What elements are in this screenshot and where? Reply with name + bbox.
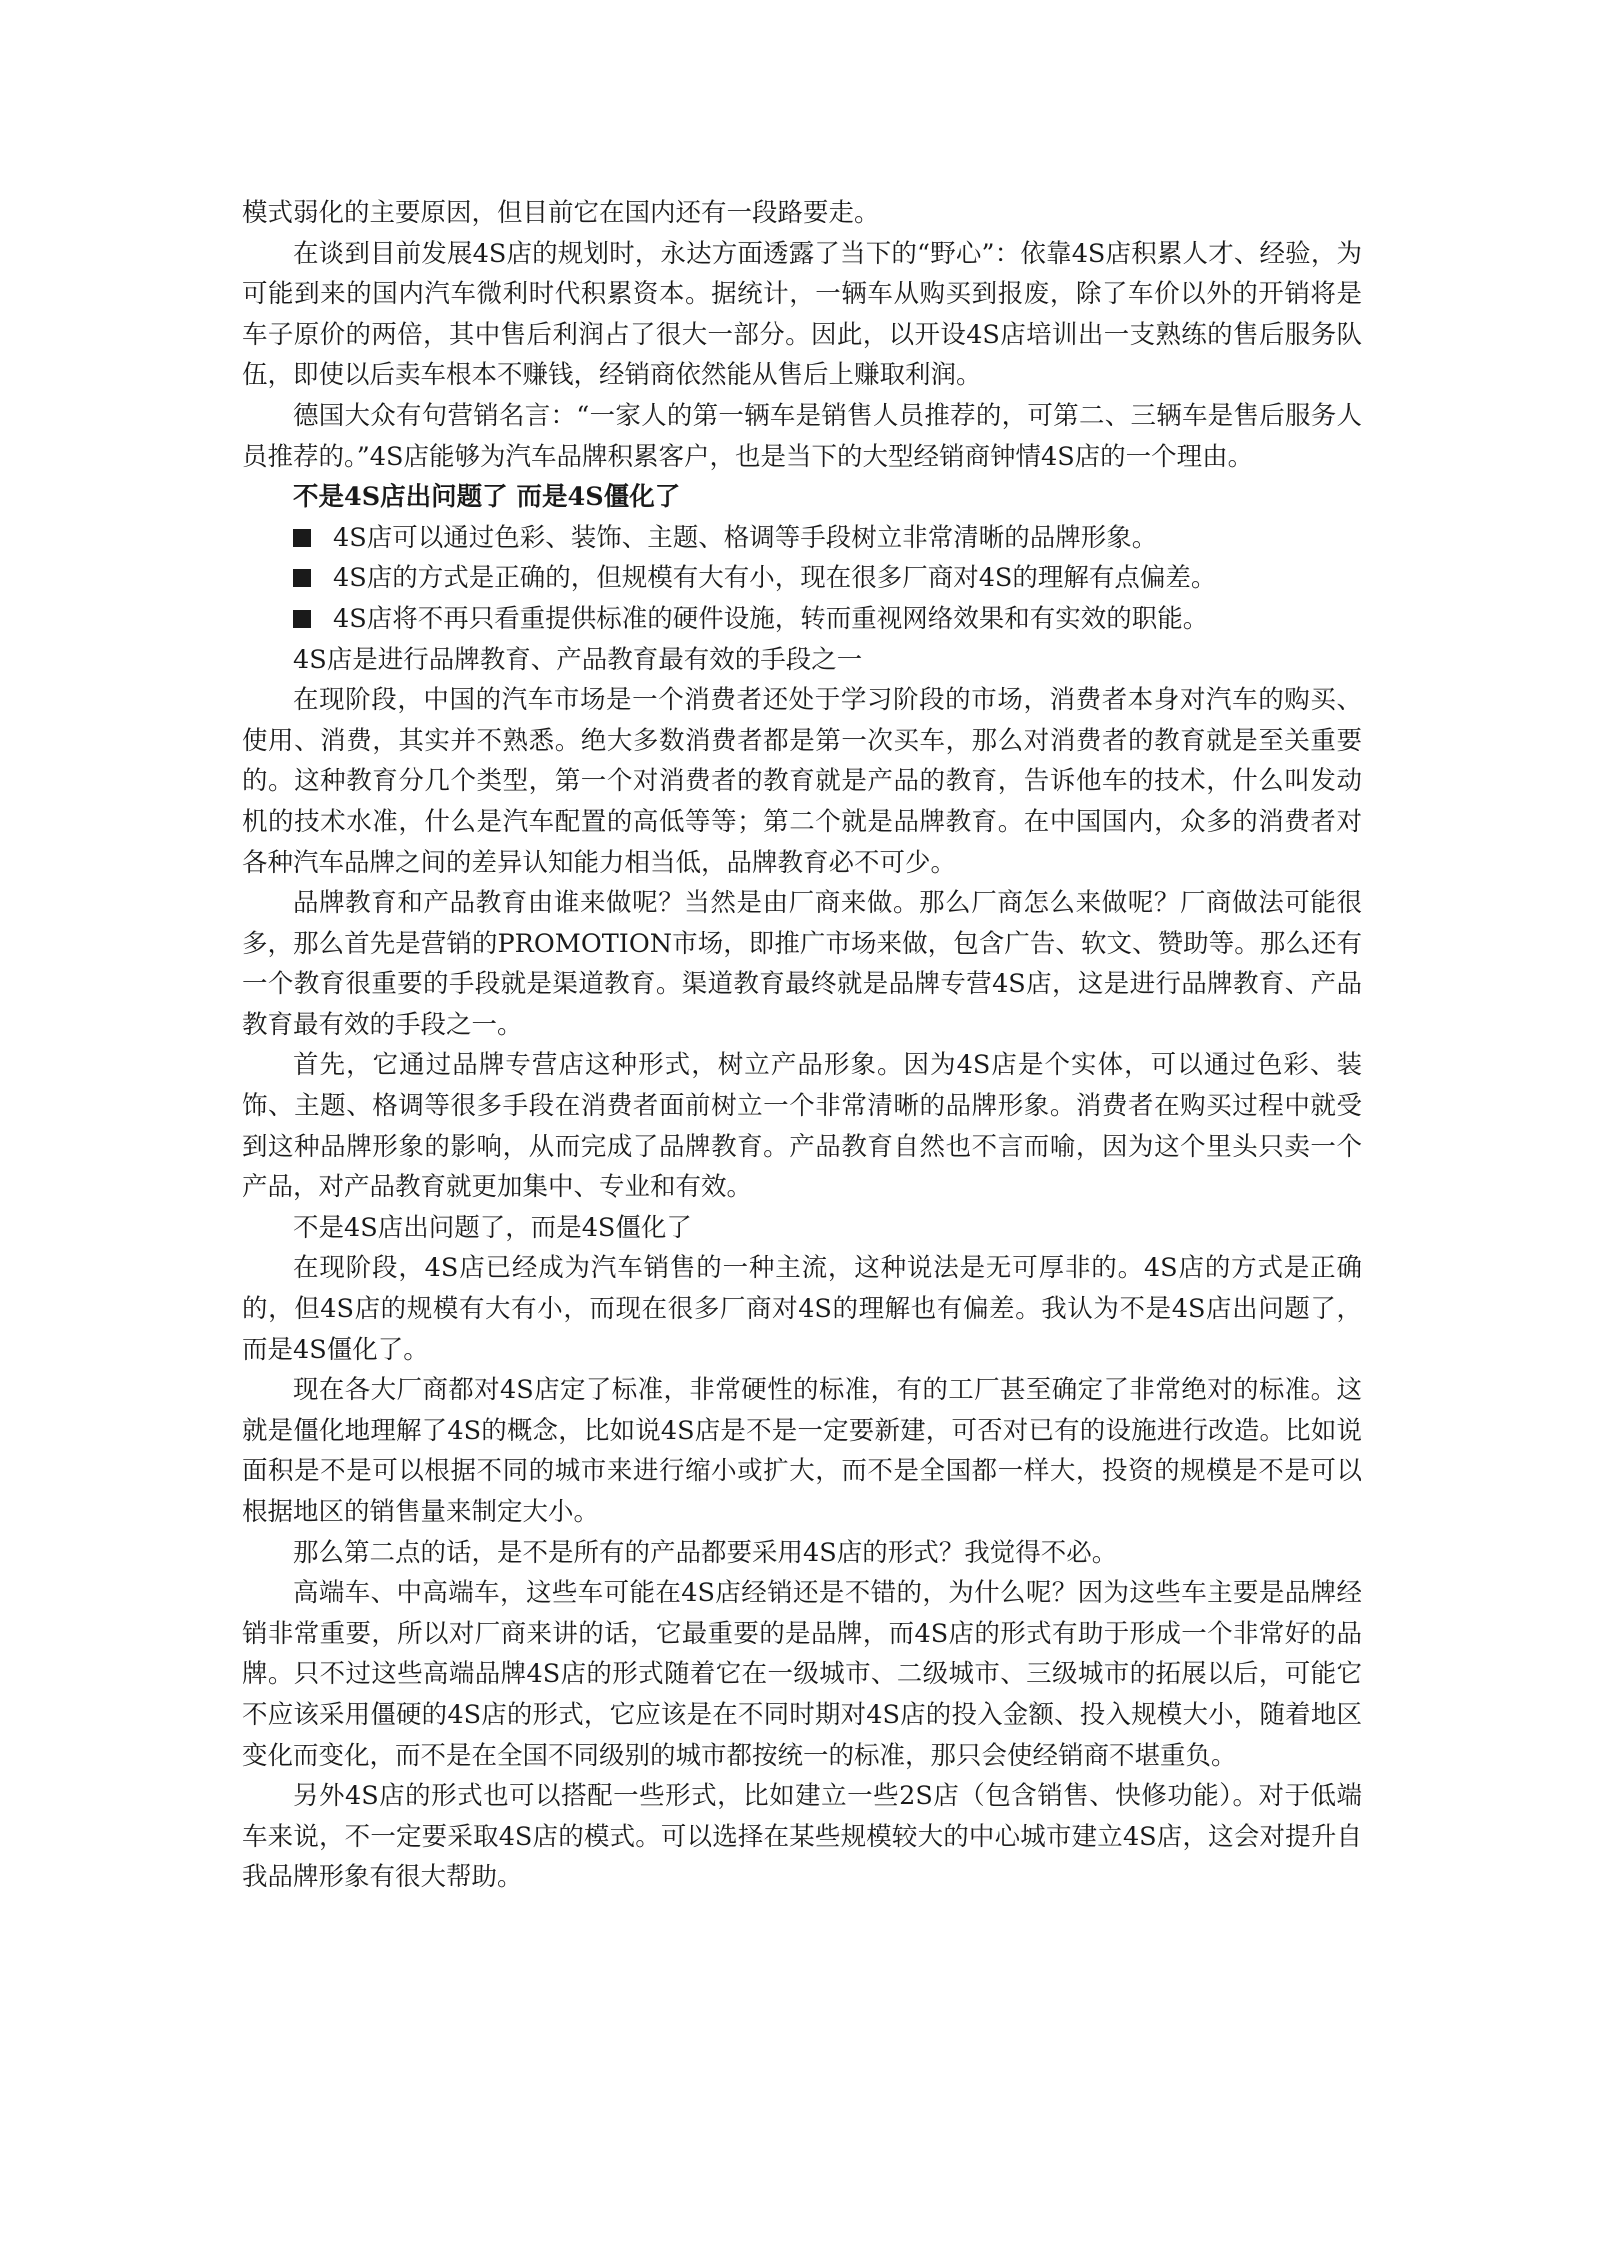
paragraph: 另外4S店的形式也可以搭配一些形式，比如建立一些2S店（包含销售、快修功能）。对于低端车来说，不一定要采取4S店的模式。可以选择在某些规模较大的中心城市建立4S店，这会对提升自我品牌形象有很大帮助。 — [242, 1781, 1362, 1893]
paragraph-continuation: 模式弱化的主要原因，但目前它在国内还有一段路要走。 — [242, 198, 880, 228]
bullet-text: 4S店的方式是正确的，但规模有大有小，现在很多厂商对4S的理解有点偏差。 — [333, 563, 1217, 594]
bullet-text: 4S店可以通过色彩、装饰、主题、格调等手段树立非常清晰的品牌形象。 — [333, 522, 1158, 553]
subheading: 不是4S店出问题了，而是4S僵化了 — [293, 1212, 692, 1243]
paragraph: 在现阶段，4S店已经成为汽车销售的一种主流，这种说法是无可厚非的。4S店的方式是正确的，但4S店的规模有大有小，而现在很多厂商对4S的理解也有偏差。我认为不是4S店出问题了，而是4S僵化了。 — [242, 1253, 1362, 1365]
document-page — [242, 193, 1362, 1898]
bullet-text: 4S店将不再只看重提供标准的硬件设施，转而重视网络效果和有实效的职能。 — [333, 603, 1209, 634]
subheading: 4S店是进行品牌教育、产品教育最有效的手段之一 — [293, 644, 863, 675]
section-heading: 不是4S店出问题了 而是4S僵化了 — [293, 482, 681, 513]
paragraph: 首先，它通过品牌专营店这种形式，树立产品形象。因为4S店是个实体，可以通过色彩、装饰、主题、格调等很多手段在消费者面前树立一个非常清晰的品牌形象。消费者在购买过程中就受到这种品牌形象的影响，从而完成了品牌教育。产品教育自然也不言而喻，因为这个里头只卖一个产品，对产品教育就更加集中、专业和有效。 — [242, 1050, 1362, 1203]
paragraph: 品牌教育和产品教育由谁来做呢？当然是由厂商来做。那么厂商怎么来做呢？厂商做法可能很多，那么首先是营销的PROMOTION市场，即推广市场来做，包含广告、软文、赞助等。那么还有一个教育很重要的手段就是渠道教育。渠道教育最终就是品牌专营4S店，这是进行品牌教育、产品教育最有效的手段之一。 — [242, 888, 1362, 1040]
bullet-item — [242, 558, 1362, 599]
paragraph: 现在各大厂商都对4S店定了标准，非常硬性的标准，有的工厂甚至确定了非常绝对的标准。这就是僵化地理解了4S的概念，比如说4S店是不是一定要新建，可否对已有的设施进行改造。比如说面积是不是可以根据不同的城市来进行缩小或扩大，而不是全国都一样大，投资的规模是不是可以根据地区的销售量来制定大小。 — [242, 1375, 1362, 1527]
bullet-item — [242, 518, 1362, 559]
bullet-item — [242, 599, 1362, 640]
square-bullet-icon — [293, 569, 311, 587]
paragraph: 在谈到目前发展4S店的规划时，永达方面透露了当下的“野心”：依靠4S店积累人才、经验，为可能到来的国内汽车微利时代积累资本。据统计，一辆车从购买到报废，除了车价以外的开销将是车子原价的两倍，其中售后利润占了很大一部分。因此，以开设4S店培训出一支熟练的售后服务队伍，即使以后卖车根本不赚钱，经销商依然能从售后上赚取利润。 — [242, 238, 1362, 391]
paragraph: 那么第二点的话，是不是所有的产品都要采用4S店的形式？我觉得不必。 — [293, 1537, 1118, 1568]
square-bullet-icon — [293, 529, 311, 547]
square-bullet-icon — [293, 610, 311, 628]
paragraph: 德国大众有句营销名言：“一家人的第一辆车是销售人员推荐的，可第二、三辆车是售后服务人员推荐的。”4S店能够为汽车品牌积累客户，也是当下的大型经销商钟情4S店的一个理由。 — [242, 400, 1362, 472]
paragraph: 在现阶段，中国的汽车市场是一个消费者还处于学习阶段的市场，消费者本身对汽车的购买、使用、消费，其实并不熟悉。绝大多数消费者都是第一次买车，那么对消费者的教育就是至关重要的。这种教育分几个类型，第一个对消费者的教育就是产品的教育，告诉他车的技术，什么叫发动机的技术水准，什么是汽车配置的高低等等；第二个就是品牌教育。在中国国内，众多的消费者对各种汽车品牌之间的差异认知能力相当低，品牌教育必不可少。 — [242, 685, 1362, 878]
paragraph: 高端车、中高端车，这些车可能在4S店经销还是不错的，为什么呢？因为这些车主要是品牌经销非常重要，所以对厂商来讲的话，它最重要的是品牌，而4S店的形式有助于形成一个非常好的品牌。只不过这些高端品牌4S店的形式随着它在一级城市、二级城市、三级城市的拓展以后，可能它不应该采用僵硬的4S店的形式，它应该是在不同时期对4S店的投入金额、投入规模大小，随着地区变化而变化，而不是在全国不同级别的城市都按统一的标准，那只会使经销商不堪重负。 — [242, 1578, 1362, 1771]
